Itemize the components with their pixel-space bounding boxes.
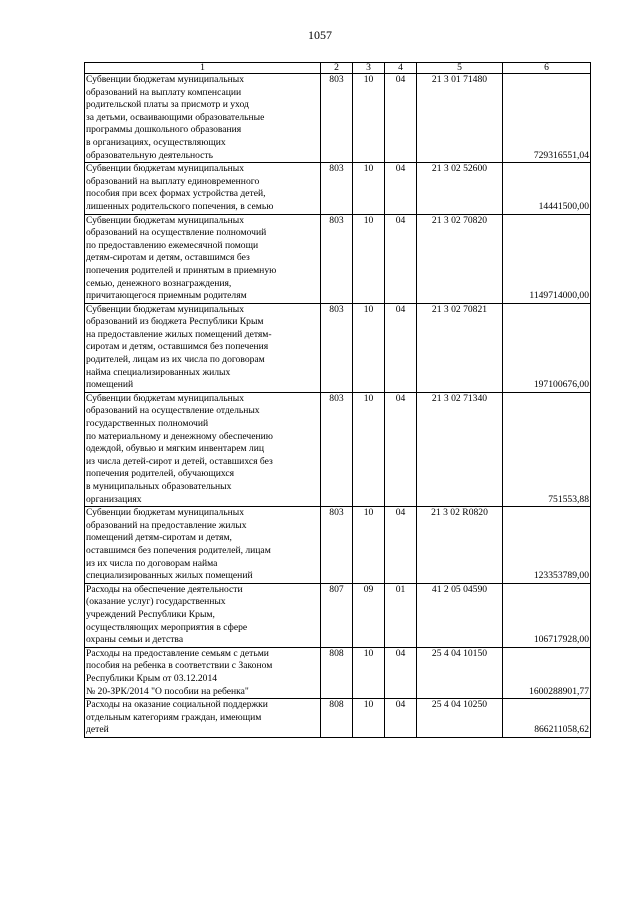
row-amount: 14441500,00 xyxy=(503,163,591,214)
table-row xyxy=(85,583,591,647)
row-target-article: 21 3 02 70821 xyxy=(417,303,503,392)
row-description: Субвенции бюджетам муниципальных образований на предоставление жилых помещений детям-сиротам и детям, оставшимся без попечения родителей, лицам из их числа по договорам найма специализированных жилых помещений xyxy=(85,507,321,584)
row-target-article: 21 3 01 71480 xyxy=(417,74,503,163)
header-col-5: 5 xyxy=(417,63,503,74)
row-target-article: 25 4 04 10250 xyxy=(417,699,503,738)
row-ministry-code: 803 xyxy=(321,303,353,392)
table-row xyxy=(85,699,591,738)
table-row xyxy=(85,163,591,214)
row-subsection-code: 04 xyxy=(385,303,417,392)
row-description: Субвенции бюджетам муниципальных образований на выплату компенсации родительской платы за присмотр и уход за детьми, осваивающими образовательные программы дошкольного образования в организациях, осуществляющих образовательную деятельность xyxy=(85,74,321,163)
row-amount: 1600288901,77 xyxy=(503,647,591,698)
row-section-code: 10 xyxy=(353,214,385,303)
row-subsection-code: 04 xyxy=(385,163,417,214)
row-target-article: 21 3 02 70820 xyxy=(417,214,503,303)
row-section-code: 10 xyxy=(353,303,385,392)
row-description: Расходы на обеспечение деятельности (оказание услуг) государственных учреждений Республики Крым, осуществляющих мероприятия в сфере охраны семьи и детства xyxy=(85,583,321,647)
row-amount: 751553,88 xyxy=(503,392,591,506)
row-amount: 123353789,00 xyxy=(503,507,591,584)
row-ministry-code: 807 xyxy=(321,583,353,647)
row-section-code: 10 xyxy=(353,507,385,584)
table-row xyxy=(85,214,591,303)
row-section-code: 10 xyxy=(353,392,385,506)
table-row xyxy=(85,507,591,584)
row-section-code: 10 xyxy=(353,647,385,698)
row-description: Расходы на предоставление семьям с детьми пособия на ребенка в соответствии с Законом Республики Крым от 03.12.2014 № 20-ЗРК/2014 "О пособии на ребенка" xyxy=(85,647,321,698)
row-subsection-code: 04 xyxy=(385,699,417,738)
row-subsection-code: 04 xyxy=(385,214,417,303)
row-section-code: 10 xyxy=(353,74,385,163)
table-row xyxy=(85,74,591,163)
header-col-6: 6 xyxy=(503,63,591,74)
row-amount: 106717928,00 xyxy=(503,583,591,647)
row-ministry-code: 803 xyxy=(321,163,353,214)
row-amount: 197100676,00 xyxy=(503,303,591,392)
row-description: Расходы на оказание социальной поддержки отдельным категориям граждан, имеющим детей xyxy=(85,699,321,738)
row-section-code: 09 xyxy=(353,583,385,647)
row-target-article: 21 3 02 52600 xyxy=(417,163,503,214)
row-amount: 1149714000,00 xyxy=(503,214,591,303)
row-section-code: 10 xyxy=(353,163,385,214)
row-ministry-code: 803 xyxy=(321,392,353,506)
row-section-code: 10 xyxy=(353,699,385,738)
row-ministry-code: 808 xyxy=(321,699,353,738)
row-subsection-code: 01 xyxy=(385,583,417,647)
row-target-article: 21 3 02 71340 xyxy=(417,392,503,506)
row-amount: 729316551,04 xyxy=(503,74,591,163)
row-subsection-code: 04 xyxy=(385,507,417,584)
table-row xyxy=(85,392,591,506)
budget-table xyxy=(84,62,591,738)
row-description: Субвенции бюджетам муниципальных образований на осуществление отдельных государственных полномочий по материальному и денежному обеспечению одеждой, обувью и мягким инвентарем лиц из числа детей-сирот и детей, оставшихся без попечения родителей, обучающихся в муниципальных образовательных организациях xyxy=(85,392,321,506)
row-target-article: 41 2 05 04590 xyxy=(417,583,503,647)
header-col-1: 1 xyxy=(85,63,321,74)
row-target-article: 25 4 04 10150 xyxy=(417,647,503,698)
header-col-2: 2 xyxy=(321,63,353,74)
row-subsection-code: 04 xyxy=(385,74,417,163)
row-ministry-code: 803 xyxy=(321,507,353,584)
row-description: Субвенции бюджетам муниципальных образований на выплату единовременного пособия при всех формах устройства детей, лишенных родительского попечения, в семью xyxy=(85,163,321,214)
table-header-row xyxy=(85,63,591,74)
row-description: Субвенции бюджетам муниципальных образований из бюджета Республики Крым на предоставление жилых помещений детям- сиротам и детям, оставшимся без попечения родителей, лицам из их числа по договорам найма специализированных жилых помещений xyxy=(85,303,321,392)
row-subsection-code: 04 xyxy=(385,392,417,506)
row-amount: 866211058,62 xyxy=(503,699,591,738)
row-ministry-code: 803 xyxy=(321,214,353,303)
header-col-4: 4 xyxy=(385,63,417,74)
row-subsection-code: 04 xyxy=(385,647,417,698)
table-row xyxy=(85,303,591,392)
row-target-article: 21 3 02 R0820 xyxy=(417,507,503,584)
row-ministry-code: 803 xyxy=(321,74,353,163)
page-number: 1057 xyxy=(308,28,332,42)
header-col-3: 3 xyxy=(353,63,385,74)
row-description: Субвенции бюджетам муниципальных образований на осуществление полномочий по предоставлению ежемесячной помощи детям-сиротам и детям, оставшимся без попечения родителей и принятым в приемную семью, денежного вознаграждения, причитающегося приемным родителям xyxy=(85,214,321,303)
row-ministry-code: 808 xyxy=(321,647,353,698)
table-row xyxy=(85,647,591,698)
